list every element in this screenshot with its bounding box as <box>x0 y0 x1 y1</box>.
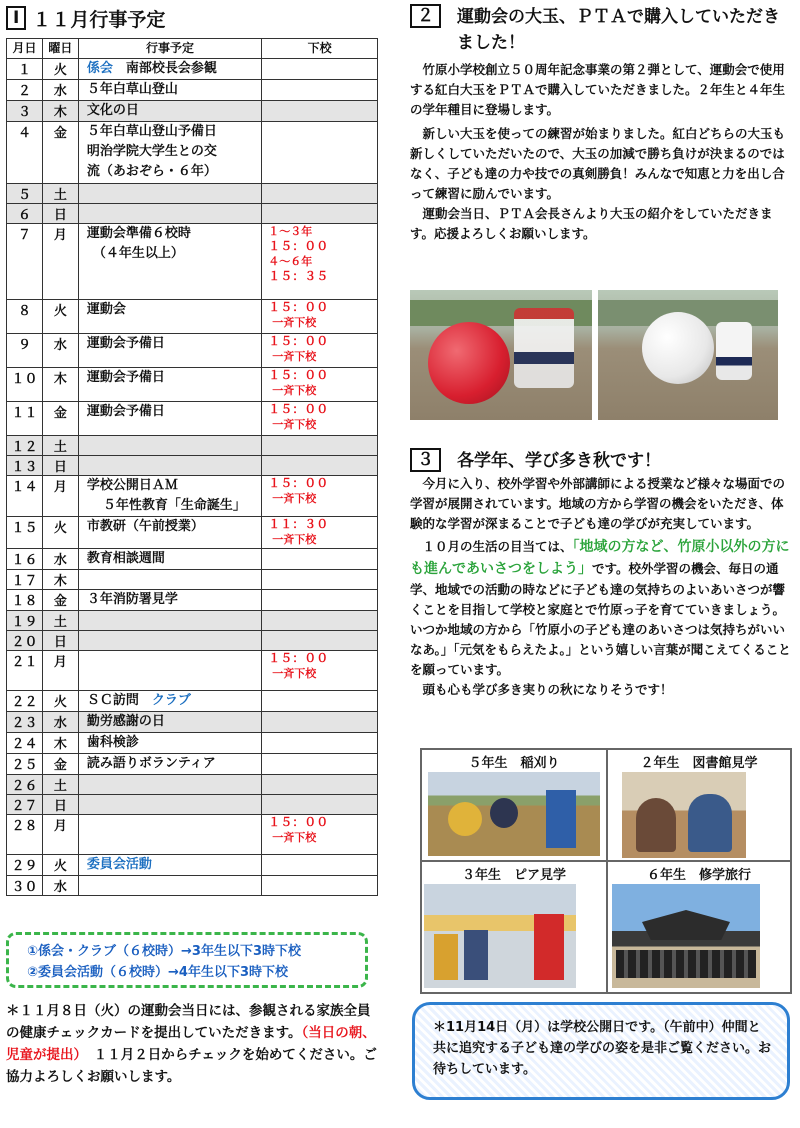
photo-caption: ２年生 図書館見学 <box>640 756 758 771</box>
day-cell: ５ <box>7 184 43 204</box>
table-row <box>7 402 378 436</box>
event-cell <box>78 876 261 896</box>
library-photo <box>622 772 746 858</box>
day-cell: １１ <box>7 402 43 436</box>
dismiss-line: 一斉下校 <box>272 350 317 363</box>
event-cell <box>78 456 261 476</box>
event-cell <box>78 631 261 651</box>
table-row <box>7 876 378 896</box>
day-cell: ２８ <box>7 815 43 855</box>
photo-caption: ３年生 ピア見学 <box>461 868 566 883</box>
table-row <box>7 476 378 517</box>
day-cell: ２７ <box>7 795 43 815</box>
event-cell <box>78 712 261 733</box>
student-figure <box>716 322 752 380</box>
table-row <box>7 436 378 456</box>
day-cell: ８ <box>7 300 43 334</box>
photo-cell <box>607 749 791 861</box>
students-figure <box>514 308 574 388</box>
event-blue: クラブ <box>151 693 191 708</box>
paragraph <box>410 536 794 680</box>
dow-cell: 月 <box>42 651 78 691</box>
dismiss-line: ４～６年 <box>268 255 313 268</box>
dow-cell: 火 <box>42 517 78 549</box>
day-cell: １８ <box>7 590 43 611</box>
event-cell <box>78 754 261 775</box>
paragraph: 頭も心も学び多き実りの秋になりそうです！ <box>422 682 673 697</box>
paragraph: 運動会当日、ＰＴＡ会長さんより大玉の紹介をしていただきます。応援よろしくお願いします。 <box>410 206 773 241</box>
event-line: ５年性教育「生命誕生」 <box>102 498 246 513</box>
dow-cell: 水 <box>42 876 78 896</box>
event-line: 勤労感謝の日 <box>86 714 165 729</box>
event-cell <box>78 224 261 300</box>
note-red-text: （当日の朝、児童が提出） <box>6 1025 376 1063</box>
event-blue: 委員会活動 <box>86 857 152 872</box>
schedule-heading <box>6 4 378 32</box>
dismiss-cell <box>262 456 378 476</box>
table-row <box>7 754 378 775</box>
note-text: １１月２日からチェックを始めてください。ご協力よろしくお願いします。 <box>6 1047 377 1085</box>
dismiss-cell <box>262 570 378 590</box>
day-cell: １２ <box>7 436 43 456</box>
event-line: 運動会予備日 <box>86 404 165 419</box>
schedule-table <box>6 38 378 896</box>
dismiss-line: １５：００ <box>268 368 329 382</box>
dismiss-line: 一斉下校 <box>272 831 317 844</box>
dismiss-line: １５：００ <box>268 476 329 490</box>
dismiss-cell <box>262 712 378 733</box>
dismiss-line: １５：００ <box>268 300 329 314</box>
event-line: ５年白草山登山 <box>86 82 178 97</box>
table-row <box>7 775 378 795</box>
event-line <box>87 59 261 79</box>
dismiss-cell <box>262 631 378 651</box>
dow-cell: 火 <box>42 855 78 876</box>
table-row <box>7 651 378 691</box>
dow-cell: 火 <box>42 300 78 334</box>
section-number: ２ <box>410 4 441 28</box>
event-cell <box>78 122 261 184</box>
dismiss-cell <box>262 876 378 896</box>
dow-cell: 月 <box>42 815 78 855</box>
table-row <box>7 570 378 590</box>
day-cell: １ <box>7 59 43 80</box>
event-cell <box>78 436 261 456</box>
dow-cell: 月 <box>42 476 78 517</box>
event-line: ５年白草山登山予備日 <box>86 124 217 139</box>
schedule-section <box>6 4 378 896</box>
dismiss-cell <box>262 754 378 775</box>
school-trip-photo <box>612 884 760 988</box>
dow-cell: 水 <box>42 334 78 368</box>
table-row <box>7 815 378 855</box>
dismiss-line: １５：００ <box>268 334 329 348</box>
event-blue: 係会 <box>86 61 113 76</box>
rice-harvest-photo <box>428 772 600 856</box>
dismiss-cell <box>262 300 378 334</box>
dow-cell: 水 <box>42 80 78 101</box>
event-cell <box>78 775 261 795</box>
event-blue: ＳＣ訪問 <box>86 693 139 708</box>
table-row <box>7 59 378 80</box>
table-row <box>7 691 378 712</box>
dow-cell: 火 <box>42 59 78 80</box>
table-row <box>7 204 378 224</box>
day-cell: ６ <box>7 204 43 224</box>
table-row <box>7 300 378 334</box>
event-line: 教育相談週間 <box>86 551 165 566</box>
notice-line: ②委員会活動（６校時）→4年生以下3時下校 <box>27 965 288 980</box>
dow-cell: 金 <box>42 590 78 611</box>
day-cell: １４ <box>7 476 43 517</box>
dismiss-cell <box>262 368 378 402</box>
dismiss-cell <box>262 855 378 876</box>
event-cell <box>78 184 261 204</box>
event-line: 文化の日 <box>86 103 139 118</box>
table-row <box>7 517 378 549</box>
event-cell <box>78 368 261 402</box>
day-cell: １０ <box>7 368 43 402</box>
header-event: 行事予定 <box>78 39 261 59</box>
dow-cell: 金 <box>42 402 78 436</box>
dismiss-line: １５：００ <box>268 239 329 253</box>
section3-heading <box>410 448 794 474</box>
event-text: 南部校長会参観 <box>125 61 217 76</box>
day-cell: １６ <box>7 549 43 570</box>
dow-cell: 木 <box>42 733 78 754</box>
photo-caption: ５年生 稲刈り <box>468 756 560 771</box>
table-row <box>7 733 378 754</box>
day-cell: ２２ <box>7 691 43 712</box>
event-cell <box>78 611 261 631</box>
dow-cell: 日 <box>42 204 78 224</box>
table-row <box>7 224 378 300</box>
photo-cell <box>421 749 607 861</box>
note-text: ＊１１月８日（火）の運動会当日には、参観される家族全員の健康チェックカードを提出していただきます。 <box>6 1003 371 1041</box>
header-dow: 曜日 <box>42 39 78 59</box>
photo-cell <box>607 861 791 993</box>
notice-line: ①係会・クラブ（６校時）→3年生以下3時下校 <box>27 944 301 959</box>
day-cell: ２３ <box>7 712 43 733</box>
event-line: ３年消防署見学 <box>86 592 178 607</box>
green-highlight: 「地域の方など、竹原小以外の方にも進んであいさつをしよう」 <box>410 539 790 577</box>
dismiss-line: 一斉下校 <box>272 316 317 329</box>
red-ball <box>428 322 510 404</box>
day-cell: １３ <box>7 456 43 476</box>
event-cell <box>78 402 261 436</box>
paragraph-text: １０月の生活の目当ては、 <box>422 539 573 554</box>
day-cell: ３ <box>7 101 43 122</box>
table-row <box>7 368 378 402</box>
day-cell: ２１ <box>7 651 43 691</box>
dow-cell: 日 <box>42 456 78 476</box>
dow-cell: 月 <box>42 224 78 300</box>
dismiss-line: 一斉下校 <box>272 533 317 546</box>
event-line: 歯科検診 <box>86 735 139 750</box>
red-ball-photo <box>410 290 592 420</box>
event-cell <box>78 334 261 368</box>
day-cell: ２６ <box>7 775 43 795</box>
table-row <box>7 590 378 611</box>
event-cell <box>78 590 261 611</box>
dismiss-line: １５：３５ <box>268 269 329 283</box>
schedule-body <box>7 59 378 896</box>
day-cell: １９ <box>7 611 43 631</box>
event-line: 運動会 <box>86 302 126 317</box>
table-row <box>7 611 378 631</box>
dismiss-cell <box>262 549 378 570</box>
dismiss-line: １５：００ <box>268 815 329 829</box>
event-line: 運動会予備日 <box>86 336 165 351</box>
dow-cell: 木 <box>42 368 78 402</box>
event-line: 学校公開日ＡＭ <box>86 478 178 493</box>
dismiss-cell <box>262 691 378 712</box>
event-cell <box>78 651 261 691</box>
paragraph: 今月に入り、校外学習や外部講師による授業など様々な場面での学習が展開されています。地域の方から学習の機会をいただき、体験的な学習が深まることで子ども達の学びが充実しています。 <box>410 476 786 531</box>
day-cell: ３０ <box>7 876 43 896</box>
dismiss-cell <box>262 436 378 456</box>
dow-cell: 水 <box>42 712 78 733</box>
day-cell: １７ <box>7 570 43 590</box>
event-line: （４年生以上） <box>92 246 184 261</box>
dow-cell: 木 <box>42 570 78 590</box>
dismiss-line: １５：００ <box>268 651 329 665</box>
white-ball-photo <box>598 290 778 420</box>
day-cell: ９ <box>7 334 43 368</box>
section3-title: 各学年、学び多き秋です！ <box>457 451 661 471</box>
dow-cell: 木 <box>42 101 78 122</box>
dismissal-notice <box>6 932 368 988</box>
header-dismiss: 下校 <box>262 39 378 59</box>
header-day: 月日 <box>7 39 43 59</box>
event-line: 明治学院大学生との交 <box>86 144 217 159</box>
dismiss-cell <box>262 815 378 855</box>
day-cell: ２９ <box>7 855 43 876</box>
photo-cell <box>421 861 607 993</box>
dow-cell: 土 <box>42 775 78 795</box>
white-ball <box>642 312 714 384</box>
event-line: 市教研（午前授業） <box>86 519 204 534</box>
section-2 <box>410 4 794 244</box>
event-cell <box>78 517 261 549</box>
table-row <box>7 184 378 204</box>
event-line: 読み語りボランティア <box>86 756 216 771</box>
paragraph: 新しい大玉を使っての練習が始まりました。紅白どちらの大玉も新しくしていただいたので、大玉の加減で勝ち負けが決まるのではなく、子ども達の力や技での真剣勝負！みんなで知恵と力を出し合って練習に励んでいます。 <box>410 126 786 201</box>
table-row <box>7 80 378 101</box>
dismiss-cell <box>262 101 378 122</box>
dismiss-line: １～３年 <box>268 225 313 238</box>
table-row <box>7 795 378 815</box>
photo-caption: ６年生 修学旅行 <box>646 868 751 883</box>
section-number: Ⅰ <box>6 6 26 30</box>
table-row <box>7 122 378 184</box>
dismiss-line: １１：３０ <box>268 517 329 531</box>
dismiss-line: 一斉下校 <box>272 492 317 505</box>
event-cell <box>78 691 261 712</box>
schedule-title: １１月行事予定 <box>32 8 166 31</box>
dow-cell: 火 <box>42 691 78 712</box>
event-line: 運動会準備６校時 <box>86 226 191 241</box>
dismiss-cell <box>262 795 378 815</box>
dismiss-cell <box>262 733 378 754</box>
event-line: 運動会予備日 <box>86 370 165 385</box>
section2-title: 運動会の大玉、ＰＴＡで購入していただきました！ <box>457 7 780 53</box>
dismiss-cell <box>262 476 378 517</box>
event-cell <box>78 733 261 754</box>
dismiss-cell <box>262 611 378 631</box>
section2-heading <box>410 4 794 56</box>
dismiss-cell <box>262 184 378 204</box>
dismiss-cell <box>262 517 378 549</box>
store-visit-photo <box>424 884 576 988</box>
day-cell: ４ <box>7 122 43 184</box>
dow-cell: 土 <box>42 436 78 456</box>
paragraph-text: です。校外学習の機会、毎日の通学、地域での活動の時などに子ども達の気持ちのよいあいさつが響くことを目指して学校と家庭とで竹原っ子を育てていきましょう。いつか地域の方から「竹原小の子ども達のあいさつは気持ちがいいなあ。」「元気をもらえたよ。」という嬉しい言葉が聞こえてくることを願っています。 <box>410 561 791 677</box>
dismiss-line: １５：００ <box>268 402 329 416</box>
photo-grid <box>420 748 792 994</box>
dismiss-cell <box>262 122 378 184</box>
event-cell <box>78 59 261 80</box>
dismiss-cell <box>262 334 378 368</box>
table-row <box>7 549 378 570</box>
dismiss-cell <box>262 651 378 691</box>
dismiss-cell <box>262 80 378 101</box>
table-row <box>7 631 378 651</box>
event-cell <box>78 101 261 122</box>
dow-cell: 水 <box>42 549 78 570</box>
event-cell <box>78 300 261 334</box>
event-line: 流（あおぞら・６年） <box>86 164 217 179</box>
dismiss-line: 一斉下校 <box>272 667 317 680</box>
dismiss-cell <box>262 59 378 80</box>
day-cell: ７ <box>7 224 43 300</box>
section-3 <box>410 448 794 700</box>
table-row <box>7 334 378 368</box>
notice-text: ＊11月14日（月）は学校公開日です。（午前中）仲間と共に追究する子ども達の学びの姿を是非ご覧ください。お待ちしています。 <box>433 1020 772 1077</box>
dismiss-line: 一斉下校 <box>272 384 317 397</box>
event-cell <box>78 795 261 815</box>
day-cell: ２０ <box>7 631 43 651</box>
table-row <box>7 712 378 733</box>
day-cell: ２４ <box>7 733 43 754</box>
dow-cell: 金 <box>42 122 78 184</box>
section-number: ３ <box>410 448 441 472</box>
dow-cell: 金 <box>42 754 78 775</box>
day-cell: １５ <box>7 517 43 549</box>
event-cell <box>78 855 261 876</box>
dismiss-cell <box>262 402 378 436</box>
day-cell: ２ <box>7 80 43 101</box>
health-check-note <box>6 1000 378 1088</box>
event-cell <box>78 204 261 224</box>
event-cell <box>78 476 261 517</box>
event-cell <box>78 549 261 570</box>
dow-cell: 土 <box>42 184 78 204</box>
dismiss-cell <box>262 204 378 224</box>
dismiss-cell <box>262 590 378 611</box>
dow-cell: 日 <box>42 795 78 815</box>
dismiss-cell <box>262 775 378 795</box>
event-cell <box>78 570 261 590</box>
dow-cell: 土 <box>42 611 78 631</box>
event-cell <box>78 80 261 101</box>
event-line <box>87 691 261 711</box>
dismiss-line: 一斉下校 <box>272 418 317 431</box>
table-row <box>7 456 378 476</box>
day-cell: ２５ <box>7 754 43 775</box>
dismiss-cell <box>262 224 378 300</box>
table-header-row <box>7 39 378 59</box>
paragraph: 竹原小学校創立５０周年記念事業の第２弾として、運動会で使用する紅白大玉をＰＴＡで購入していただきました。２年生と４年生の学年種目に登場します。 <box>410 62 786 117</box>
event-cell <box>78 815 261 855</box>
table-row <box>7 101 378 122</box>
table-row <box>7 855 378 876</box>
dow-cell: 日 <box>42 631 78 651</box>
open-school-notice <box>412 1002 790 1100</box>
